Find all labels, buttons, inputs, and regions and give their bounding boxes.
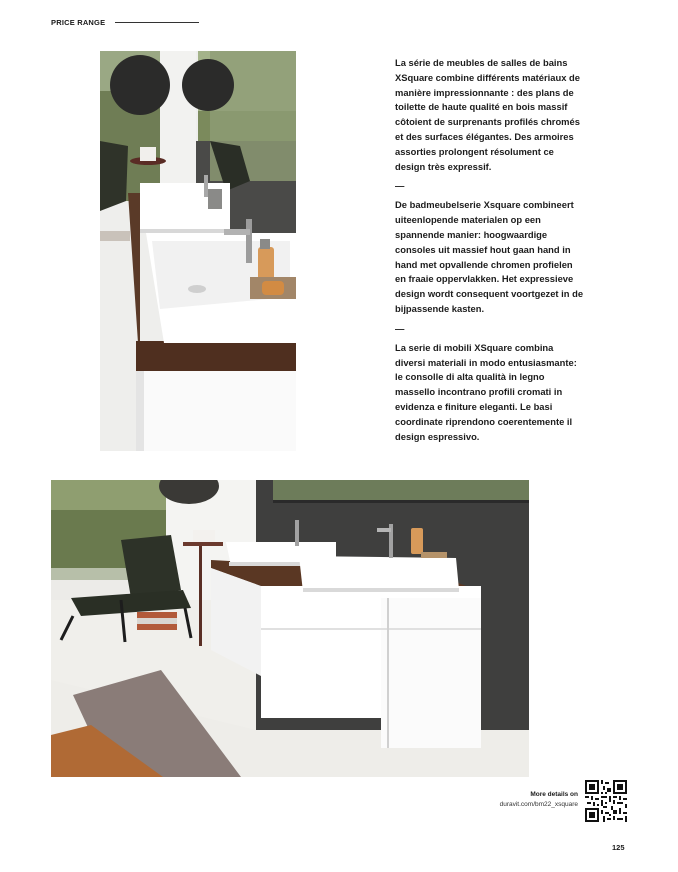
paragraph-dutch: De badmeubelserie Xsquare combineert uiteenlopende materialen op een spannende manier: hoogwaardige consoles uit massief hout gaan hand in hand met opvallende chromen profielen en fraaie oppervlakken. Het expressieve design wordt consequent voortgezet in de bijpassende kasten. xyxy=(395,199,584,314)
more-details-label: More details on xyxy=(530,791,578,798)
description-column xyxy=(395,56,585,444)
bathroom-sink-closeup-photo xyxy=(100,51,296,451)
more-details-link[interactable]: duravit.com/bm22_xsquare xyxy=(499,801,578,808)
bathroom-vanity-wide-photo xyxy=(51,480,529,777)
page-number: 125 xyxy=(612,843,625,852)
header-rule xyxy=(115,22,199,23)
section-label: PRICE RANGE xyxy=(51,18,106,27)
paragraph-french: La série de meubles de salles de bains XSquare combine différents matériaux de manière impressionnante : des plans de toilette de haute qualité en bois massif côtoient de surprenants profilés chromés et des surfaces élégantes. Des armoires assorties prolongent résolument ce design très expressif. xyxy=(395,57,580,172)
separator-dash: — xyxy=(395,180,405,192)
qr-code-icon[interactable] xyxy=(585,780,627,822)
separator-dash: — xyxy=(395,322,405,334)
more-details xyxy=(500,790,578,810)
paragraph-italian: La serie di mobili XSquare combina diversi materiali in modo entusiasmante: le consolle di alta qualità in legno massello incontrano profili cromati in evidenza e finiture eleganti. Le basi coordinate riprendono coerentemente il design espressivo. xyxy=(395,341,577,442)
section-header xyxy=(51,18,199,27)
